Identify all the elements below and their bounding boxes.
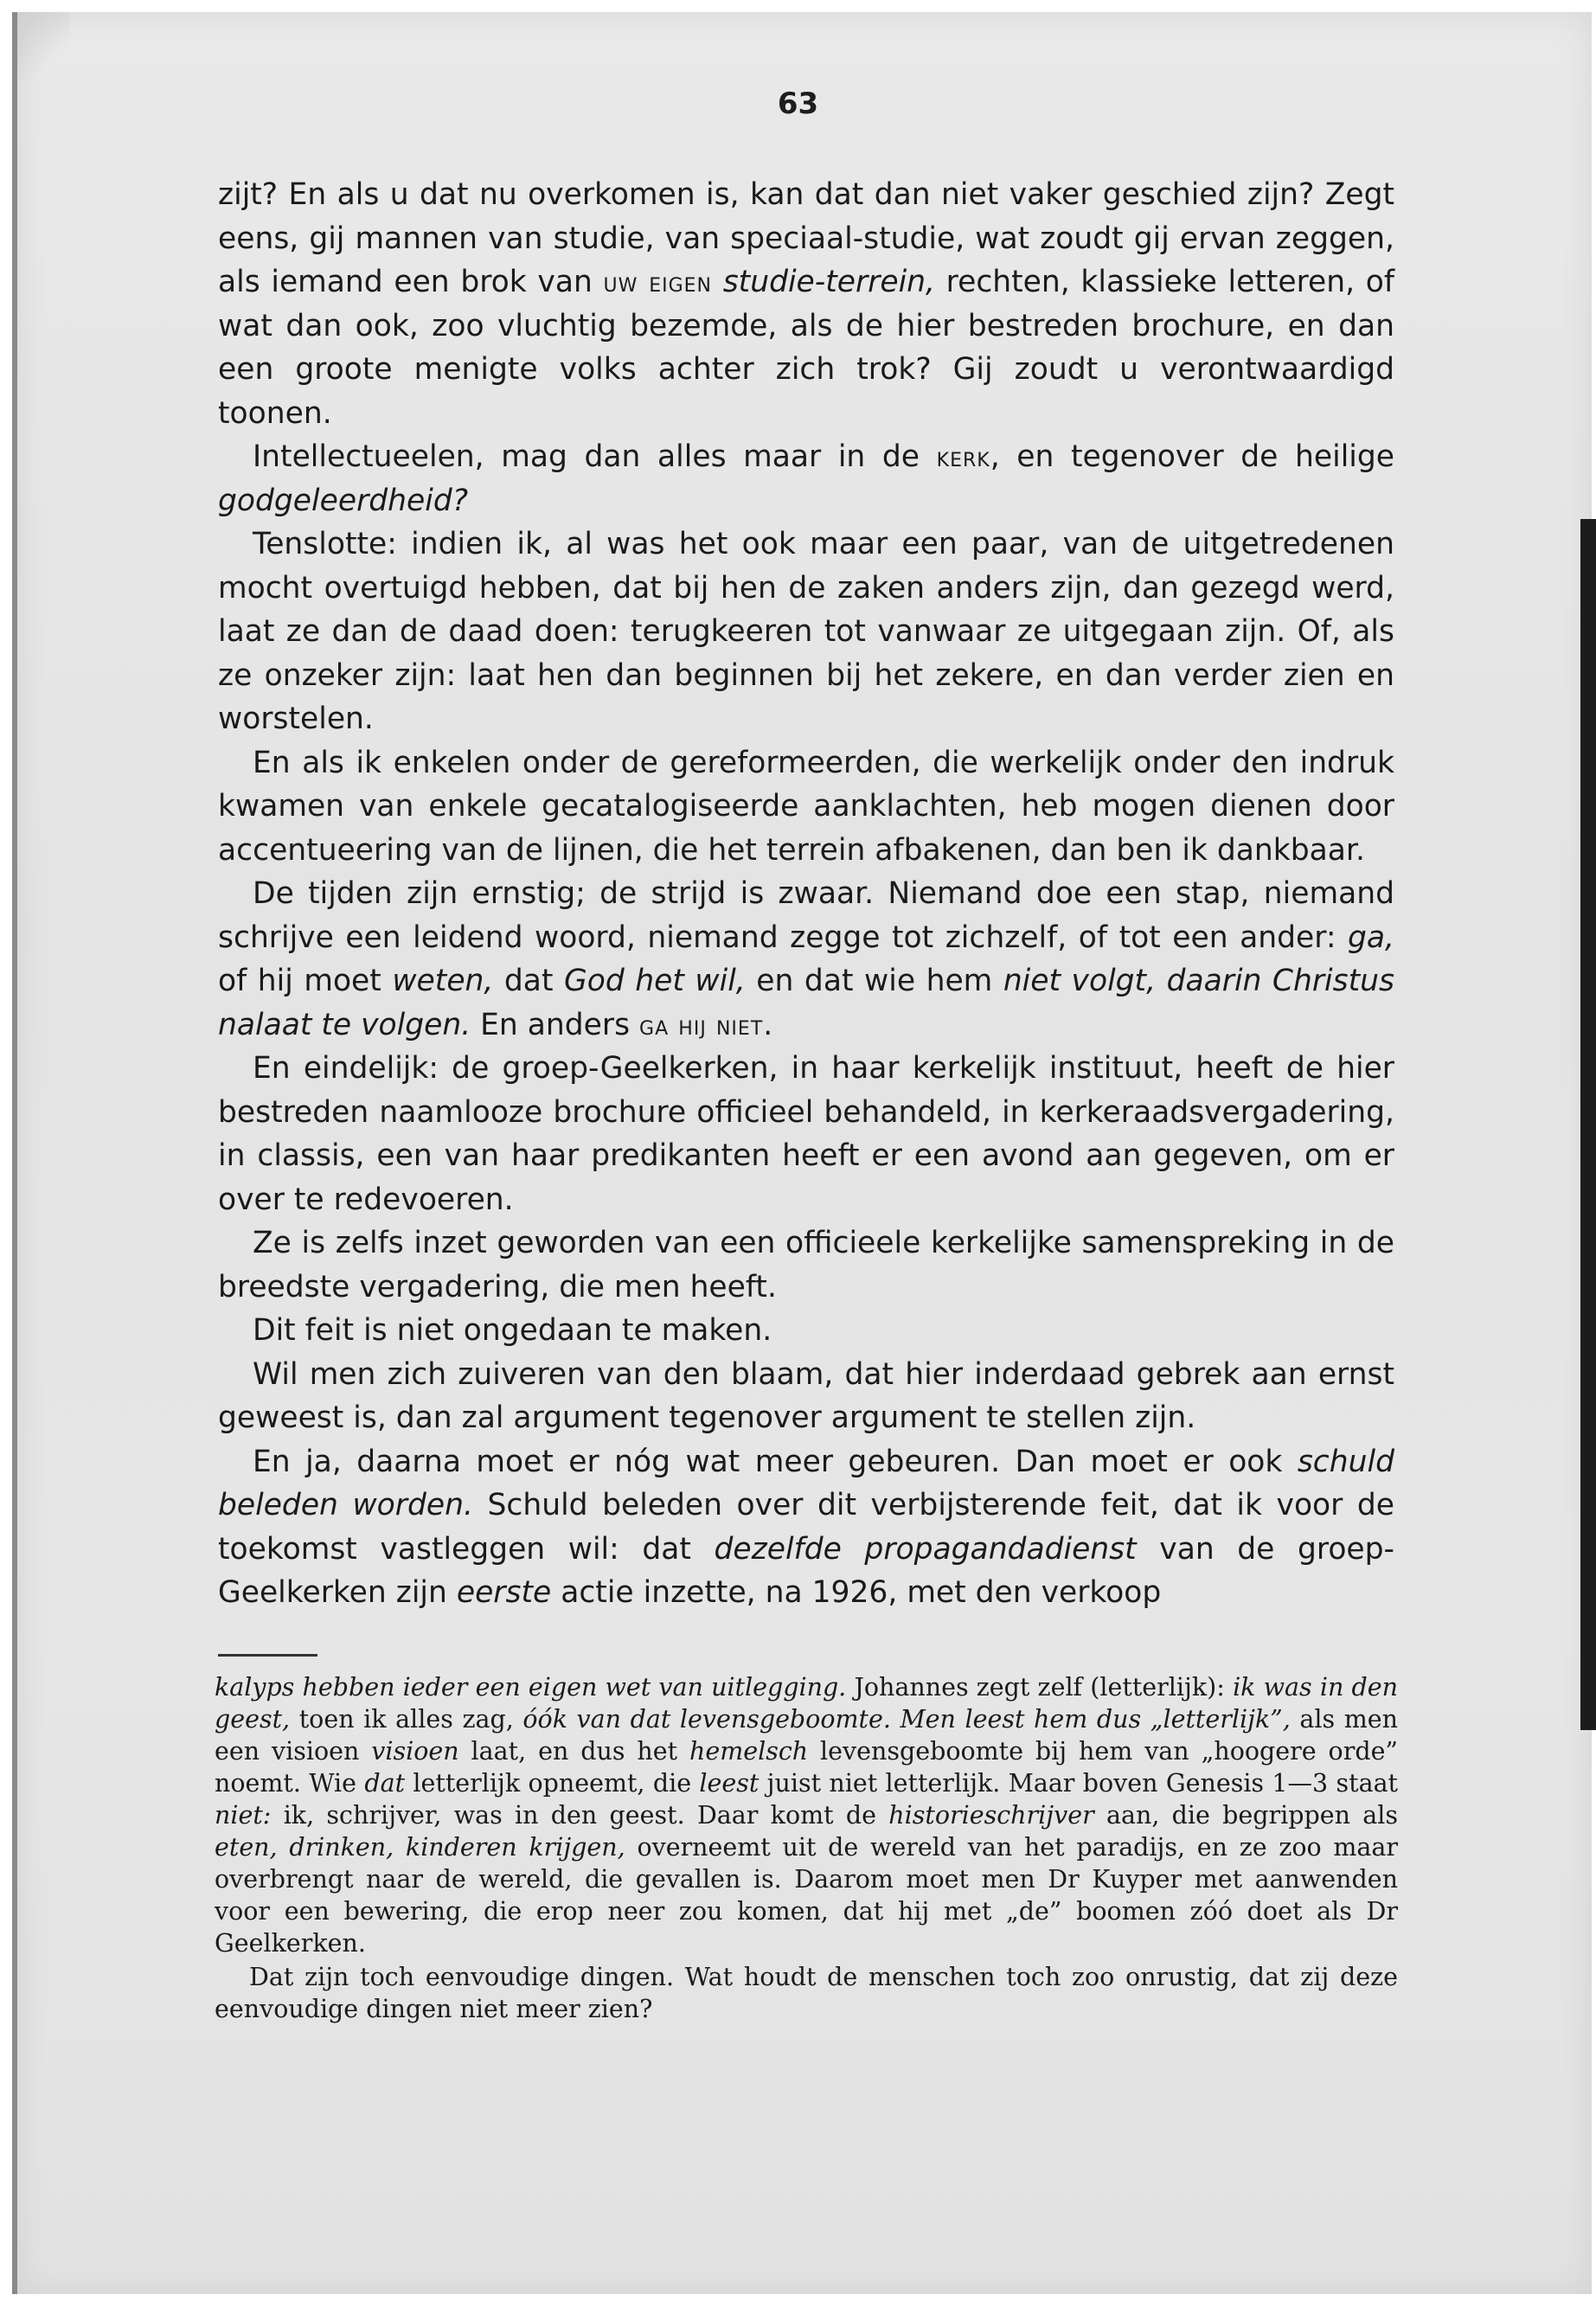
text-run: dat (493, 964, 564, 998)
italic-text: historieschrijver (888, 1801, 1094, 1830)
text-run: Schuld beleden over dit verbijsterende feit, dat ik voor de toekomst vastleggen wil: dat (218, 1488, 1395, 1567)
text-run: letterlijk opneemt, die (405, 1769, 700, 1798)
text-run: De tijden zijn ernstig; de strijd is zwaar. Niemand doe een stap, niemand schrijve een leidend woord, niemand zegge tot zichzelf, of tot een ander: (218, 876, 1394, 955)
text-run: aan, die begrippen als (1093, 1801, 1398, 1830)
italic-text: ga, (1347, 920, 1394, 955)
footnote (215, 1671, 1398, 2025)
italic-text: dat (364, 1769, 406, 1798)
italic-text: weten, (392, 964, 494, 998)
paragraph-9 (218, 1353, 1394, 1440)
italic-text: eerste (456, 1575, 552, 1610)
text-run: En eindelijk: de groep-Geelkerken, in haar kerkelijk instituut, heeft de hier bestreden naamlooze brochure officieel behandeld, in kerkeraadsvergadering, in classis, een van haar predikanten heeft er een avond aan gegeven, om er over te redevoeren. (218, 1051, 1394, 1217)
footnote-separator (218, 1654, 317, 1657)
italic-text: godgeleerdheid? (218, 483, 469, 518)
text-run: , en tegenover de heilige (990, 439, 1394, 474)
text-run: Dit feit is niet ongedaan te maken. (253, 1313, 772, 1348)
text-run: En als ik enkelen onder de gereformeerden, die werkelijk onder den indruk kwamen van enkele gecatalogiseerde aanklachten, heb mogen dienen door accentueering van de lijnen, die het terrein afbakenen, dan ben ik dankbaar. (218, 745, 1394, 868)
paragraph-4 (218, 741, 1394, 873)
text-run: levensgeboomte bij hem van „hoogere orde” noemt. Wie (215, 1737, 1399, 1798)
italic-text: God het wil, (564, 964, 746, 998)
italic-text: eten, drinken, kinderen krijgen, (215, 1833, 625, 1862)
italic-text: niet: (215, 1801, 272, 1830)
paragraph-7 (218, 1221, 1394, 1309)
body-text (218, 173, 1394, 1615)
small-caps-text: kerk (936, 440, 990, 473)
text-run: Johannes zegt zelf (letterlijk): (846, 1673, 1234, 1702)
italic-text: hemelsch (689, 1737, 809, 1766)
text-run: overneemt uit de wereld van het paradijs, en ze zoo maar overbrengt naar de wereld, die gevallen is. Daarom moet men Dr Kuyper met aanwenden voor een bewering, die erop neer zou komen, dat hij met „de” boomen zóó doet als Dr Geelkerken. (215, 1833, 1399, 1958)
paragraph-8 (218, 1309, 1394, 1353)
text-run: zijt? En als u dat nu overkomen is, kan dat dan niet vaker geschied zijn? Zegt eens, gij mannen van studie, van speciaal-studie, wat zoudt gij ervan zeggen, als iemand een brok van (218, 177, 1394, 299)
paragraph-2 (218, 435, 1394, 522)
text-run: actie inzette, na 1926, met den verkoop (551, 1575, 1162, 1610)
paragraph-5 (218, 872, 1394, 1047)
text-run: Intellectueelen, mag dan alles maar in de (253, 439, 937, 474)
small-caps-text: uw eigen (603, 266, 713, 298)
text-run: laat, en dus het (458, 1737, 689, 1766)
small-caps-text: ga hij niet (639, 1008, 764, 1042)
text-run: . (763, 1007, 773, 1042)
text-run: juist niet letterlijk. Maar boven Genesis 1—3 staat (759, 1769, 1399, 1798)
footnote-paragraph-1 (215, 1671, 1398, 1959)
text-run: toen ik alles zag, (290, 1705, 523, 1734)
text-run: En ja, daarna moet er nóg wat meer gebeuren. Dan moet er ook (253, 1444, 1298, 1479)
paragraph-6 (218, 1047, 1394, 1221)
text-run: of hij moet (218, 964, 393, 998)
italic-text: visioen (371, 1737, 459, 1766)
paragraph-3 (218, 522, 1394, 741)
italic-text: dezelfde propagandadienst (714, 1531, 1137, 1567)
text-run: als men een visioen (215, 1705, 1398, 1766)
italic-text: kalyps hebben ieder een eigen wet van uitlegging. (215, 1673, 847, 1702)
footnote-paragraph-2 (215, 1961, 1398, 2025)
italic-text: óók van dat levensgeboomte. Men leest hem dus „letterlijk”, (522, 1705, 1291, 1734)
text-run: Ze is zelfs inzet geworden van een officieele kerkelijke samenspreking in de breedste vergadering, die men heeft. (218, 1226, 1394, 1304)
italic-text: studie-terrein, (722, 265, 935, 299)
text-run: Tenslotte: indien ik, al was het ook maar een paar, van de uitgetredenen mocht overtuigd hebben, dat bij hen de zaken anders zijn, dan gezegd werd, laat ze dan de daad doen: terugkeeren tot vanwaar ze uitgegaan zijn. Of, als ze onzeker zijn: laat hen dan beginnen bij het zekere, en dan verder zien en worstelen. (218, 527, 1394, 736)
text-run: En anders (471, 1007, 640, 1042)
text-run: Wil men zich zuiveren van den blaam, dat hier inderdaad gebrek aan ernst geweest is, dan zal argument tegenover argument te stellen zijn. (218, 1356, 1394, 1435)
binding-edge-shadow (1580, 519, 1596, 1730)
text-run (712, 265, 723, 299)
page-corner-shadow (17, 12, 69, 81)
text-run: Dat zijn toch eenvoudige dingen. Wat houdt de menschen toch zoo onrustig, dat zij deze eenvoudige dingen niet meer zien? (215, 1963, 1398, 2023)
text-run: ik, schrijver, was in den geest. Daar komt de (271, 1801, 889, 1830)
italic-text: ik was in den geest, (215, 1673, 1398, 1734)
paragraph-1 (218, 173, 1394, 435)
italic-text: niet volgt, daarin Christus nalaat te volgen. (218, 964, 1394, 1042)
text-run: van de groep-Geelkerken zijn (218, 1531, 1395, 1610)
italic-text: leest (699, 1769, 760, 1798)
page-number: 63 (777, 87, 819, 121)
text-run: rechten, klassieke letteren, of wat dan ook, zoo vluchtig bezemde, als de hier bestreden brochure, en dan een groote menigte volks achter zich trok? Gij zoudt u verontwaardigd toonen. (218, 265, 1394, 431)
italic-text: schuld beleden worden. (218, 1444, 1394, 1522)
paragraph-10 (218, 1440, 1394, 1615)
text-run: en dat wie hem (745, 964, 1003, 998)
